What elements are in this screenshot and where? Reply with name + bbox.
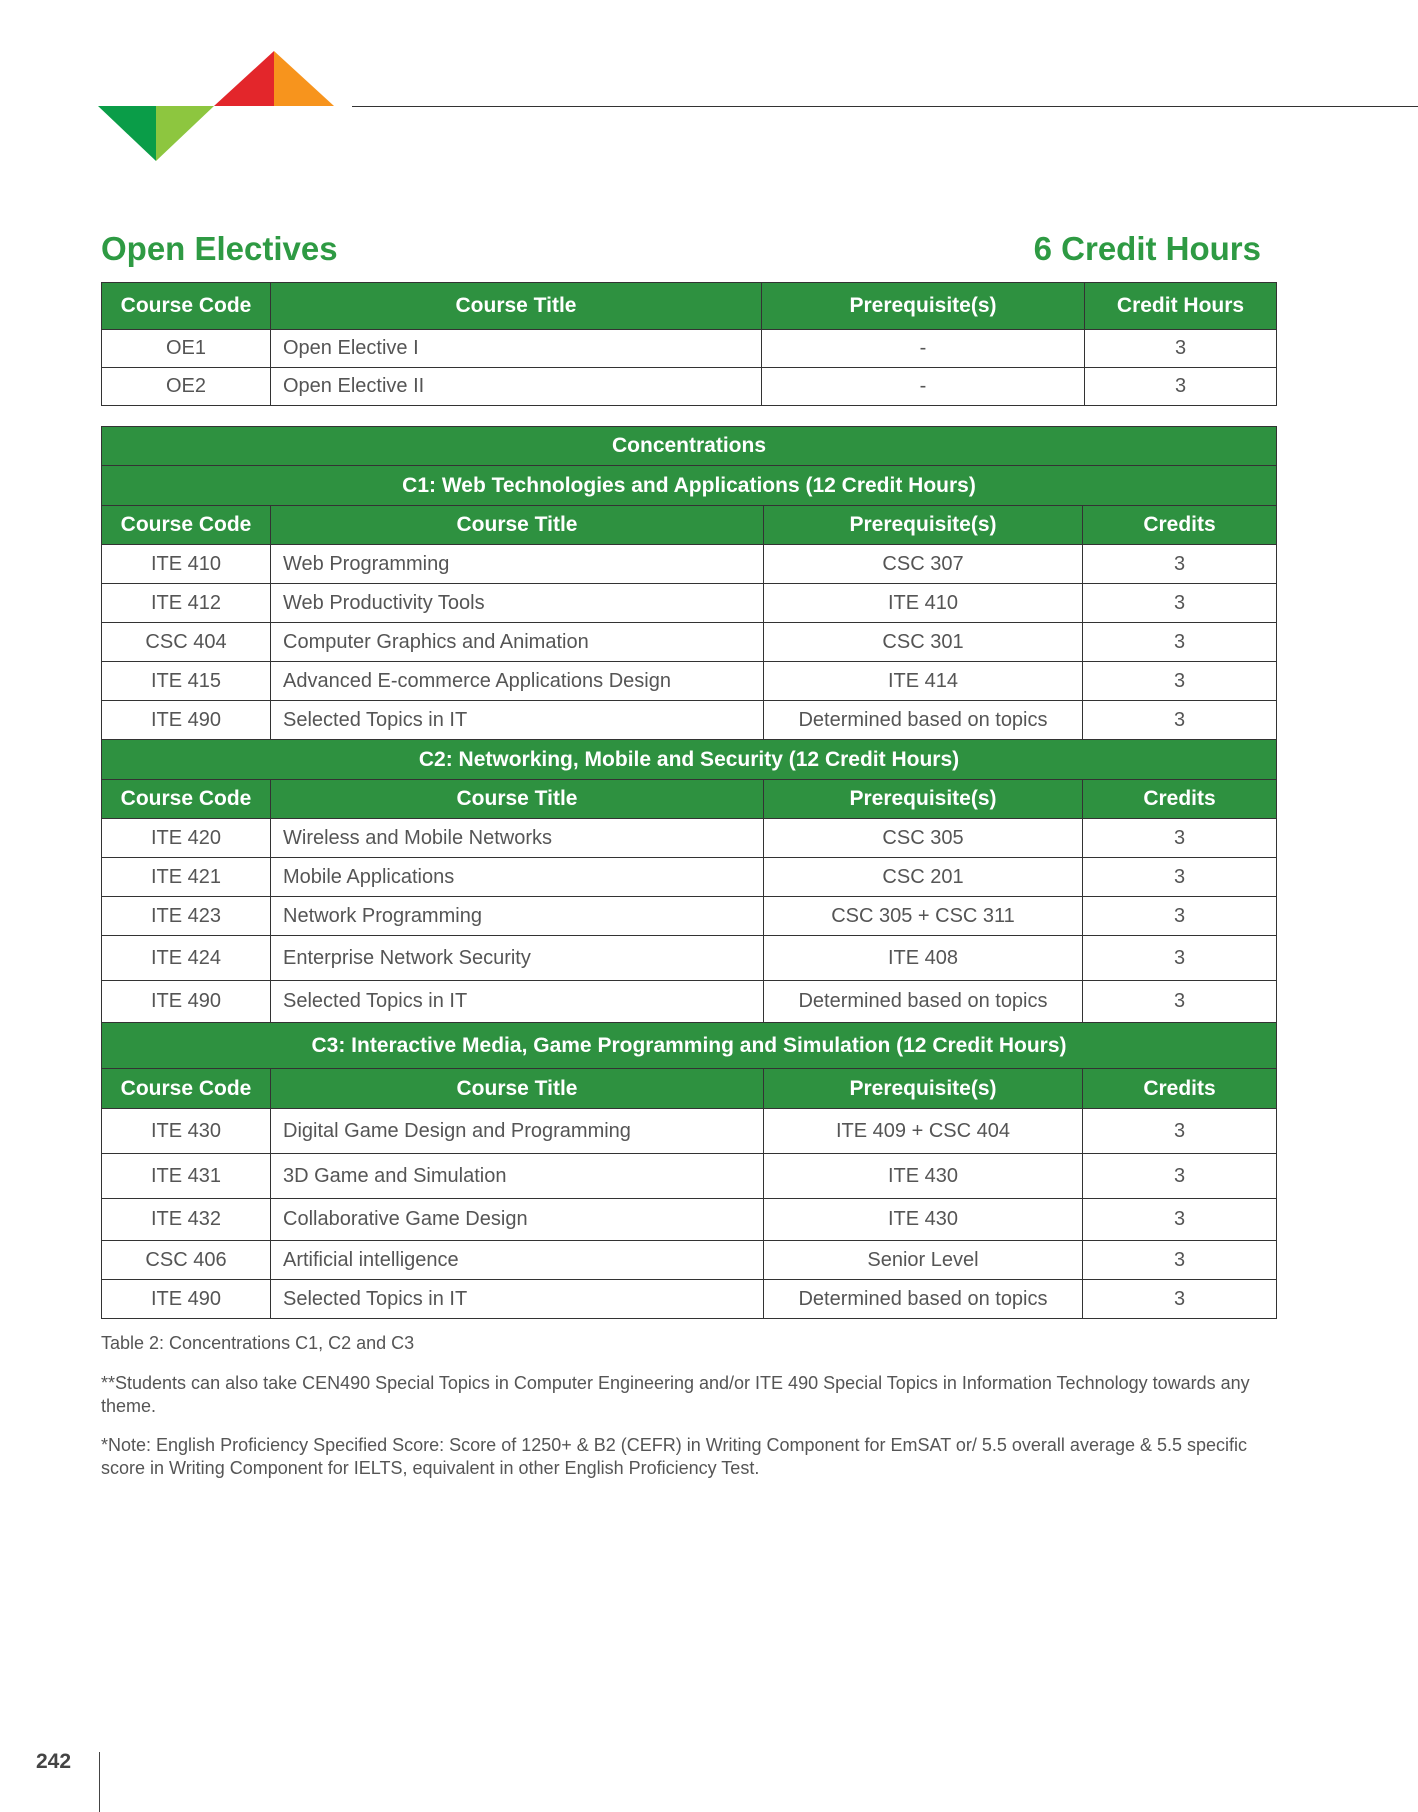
logo-orange-triangle xyxy=(274,51,334,106)
course-code-cell: ITE 421 xyxy=(102,858,271,897)
brand-logo xyxy=(98,50,338,162)
table-row xyxy=(102,330,1277,368)
column-header: Course Code xyxy=(102,283,271,330)
credits-cell: 3 xyxy=(1083,897,1277,936)
column-header: Prerequisite(s) xyxy=(764,506,1083,545)
prerequisite-cell: CSC 305 xyxy=(764,819,1083,858)
course-code-cell: ITE 430 xyxy=(102,1109,271,1154)
prerequisite-cell: CSC 301 xyxy=(764,623,1083,662)
prerequisite-cell: Determined based on topics xyxy=(764,701,1083,740)
course-title-cell: Selected Topics in IT xyxy=(271,1280,764,1319)
course-title-cell: Digital Game Design and Programming xyxy=(271,1109,764,1154)
prerequisite-cell: ITE 410 xyxy=(764,584,1083,623)
credits-cell: 3 xyxy=(1083,1109,1277,1154)
table-row xyxy=(102,936,1277,981)
course-title-cell: Advanced E-commerce Applications Design xyxy=(271,662,764,701)
course-title-cell: 3D Game and Simulation xyxy=(271,1154,764,1199)
prerequisite-cell: ITE 409 + CSC 404 xyxy=(764,1109,1083,1154)
course-code-cell: ITE 410 xyxy=(102,545,271,584)
table-caption: Table 2: Concentrations C1, C2 and C3 xyxy=(101,1333,415,1353)
prerequisite-cell: Determined based on topics xyxy=(764,981,1083,1023)
course-title-cell: Wireless and Mobile Networks xyxy=(271,819,764,858)
course-title-cell: Open Elective I xyxy=(271,330,762,368)
open-electives-header-row xyxy=(102,283,1277,330)
prerequisite-cell: ITE 430 xyxy=(764,1154,1083,1199)
column-header: Credit Hours xyxy=(1085,283,1277,330)
prerequisite-cell: CSC 307 xyxy=(764,545,1083,584)
concentrations-title-row xyxy=(102,427,1277,466)
credits-cell: 3 xyxy=(1083,584,1277,623)
concentration-group-title-row xyxy=(102,1023,1277,1069)
course-code-cell: CSC 404 xyxy=(102,623,271,662)
column-header: Credits xyxy=(1083,780,1277,819)
table-row xyxy=(102,662,1277,701)
concentration-group-title-row xyxy=(102,466,1277,506)
concentration-group-title-row xyxy=(102,740,1277,780)
column-header: Course Code xyxy=(102,1069,271,1109)
credits-cell: 3 xyxy=(1083,1154,1277,1199)
table-row xyxy=(102,1109,1277,1154)
table-row xyxy=(102,701,1277,740)
course-title-cell: Selected Topics in IT xyxy=(271,701,764,740)
note-english-proficiency: *Note: English Proficiency Specified Score: Score of 1250+ & B2 (CEFR) in Writing Component for EmSAT or/ 5.5 overall average & 5.5 specific score in Writing Component for IELTS, equivalent in other English Proficiency Test. xyxy=(101,1435,1248,1478)
column-header: Course Title xyxy=(271,1069,764,1109)
open-electives-heading xyxy=(101,230,1261,268)
table-row xyxy=(102,1199,1277,1241)
prerequisite-cell: Determined based on topics xyxy=(764,1280,1083,1319)
header-rule xyxy=(352,106,1418,107)
course-code-cell: ITE 490 xyxy=(102,1280,271,1319)
prerequisite-cell: Senior Level xyxy=(764,1241,1083,1280)
credits-cell: 3 xyxy=(1083,623,1277,662)
open-electives-table xyxy=(101,282,1277,406)
column-header: Prerequisite(s) xyxy=(764,780,1083,819)
credits-cell: 3 xyxy=(1083,1280,1277,1319)
course-title-cell: Collaborative Game Design xyxy=(271,1199,764,1241)
open-electives-credit-hours: 6 Credit Hours xyxy=(1033,230,1261,267)
concentrations-table xyxy=(101,426,1277,1319)
course-title-cell: Open Elective II xyxy=(271,368,762,406)
note-special-topics: **Students can also take CEN490 Special Topics in Computer Engineering and/or ITE 490 Special Topics in Information Technology towards any theme. xyxy=(101,1373,1250,1416)
course-code-cell: OE1 xyxy=(102,330,271,368)
course-code-cell: ITE 412 xyxy=(102,584,271,623)
column-header: Course Title xyxy=(271,780,764,819)
credits-cell: 3 xyxy=(1083,545,1277,584)
concentration-group-title: C2: Networking, Mobile and Security (12 Credit Hours) xyxy=(102,740,1277,780)
table-row xyxy=(102,1280,1277,1319)
course-code-cell: ITE 424 xyxy=(102,936,271,981)
prerequisite-cell: - xyxy=(762,330,1085,368)
column-header: Course Title xyxy=(271,283,762,330)
prerequisite-cell: ITE 430 xyxy=(764,1199,1083,1241)
open-electives-title: Open Electives xyxy=(101,230,338,267)
credits-cell: 3 xyxy=(1083,981,1277,1023)
course-code-cell: ITE 415 xyxy=(102,662,271,701)
course-code-cell: CSC 406 xyxy=(102,1241,271,1280)
course-code-cell: ITE 420 xyxy=(102,819,271,858)
table-row xyxy=(102,368,1277,406)
course-title-cell: Mobile Applications xyxy=(271,858,764,897)
course-code-cell: ITE 423 xyxy=(102,897,271,936)
concentrations-title: Concentrations xyxy=(102,427,1277,466)
course-title-cell: Selected Topics in IT xyxy=(271,981,764,1023)
course-title-cell: Enterprise Network Security xyxy=(271,936,764,981)
concentration-group-title: C3: Interactive Media, Game Programming and Simulation (12 Credit Hours) xyxy=(102,1023,1277,1069)
table-row xyxy=(102,981,1277,1023)
credits-cell: 3 xyxy=(1083,662,1277,701)
course-code-cell: ITE 490 xyxy=(102,981,271,1023)
prerequisite-cell: - xyxy=(762,368,1085,406)
table-row xyxy=(102,897,1277,936)
open-electives-body xyxy=(102,330,1277,406)
page-number-rule xyxy=(99,1752,100,1812)
logo-dark-green-triangle xyxy=(98,106,156,161)
credits-cell: 3 xyxy=(1083,819,1277,858)
page-number: 242 xyxy=(36,1750,72,1773)
credits-cell: 3 xyxy=(1083,936,1277,981)
column-header: Course Code xyxy=(102,506,271,545)
logo-light-green-triangle xyxy=(156,106,214,161)
credits-cell: 3 xyxy=(1083,1199,1277,1241)
credits-cell: 3 xyxy=(1083,701,1277,740)
concentration-header-row xyxy=(102,1069,1277,1109)
course-title-cell: Network Programming xyxy=(271,897,764,936)
concentration-group-title: C1: Web Technologies and Applications (12 Credit Hours) xyxy=(102,466,1277,506)
credits-cell: 3 xyxy=(1083,1241,1277,1280)
table-row xyxy=(102,545,1277,584)
concentration-header-row xyxy=(102,780,1277,819)
table-row xyxy=(102,819,1277,858)
course-code-cell: OE2 xyxy=(102,368,271,406)
column-header: Credits xyxy=(1083,1069,1277,1109)
course-code-cell: ITE 432 xyxy=(102,1199,271,1241)
logo-red-triangle xyxy=(214,51,274,106)
prerequisite-cell: ITE 414 xyxy=(764,662,1083,701)
credits-cell: 3 xyxy=(1085,368,1277,406)
course-code-cell: ITE 431 xyxy=(102,1154,271,1199)
table-row xyxy=(102,584,1277,623)
prerequisite-cell: CSC 201 xyxy=(764,858,1083,897)
prerequisite-cell: CSC 305 + CSC 311 xyxy=(764,897,1083,936)
column-header: Prerequisite(s) xyxy=(762,283,1085,330)
credits-cell: 3 xyxy=(1083,858,1277,897)
prerequisite-cell: ITE 408 xyxy=(764,936,1083,981)
table-row xyxy=(102,1241,1277,1280)
column-header: Course Code xyxy=(102,780,271,819)
credits-cell: 3 xyxy=(1085,330,1277,368)
course-title-cell: Web Productivity Tools xyxy=(271,584,764,623)
column-header: Credits xyxy=(1083,506,1277,545)
course-title-cell: Artificial intelligence xyxy=(271,1241,764,1280)
course-code-cell: ITE 490 xyxy=(102,701,271,740)
column-header: Course Title xyxy=(271,506,764,545)
concentration-header-row xyxy=(102,506,1277,545)
column-header: Prerequisite(s) xyxy=(764,1069,1083,1109)
course-title-cell: Computer Graphics and Animation xyxy=(271,623,764,662)
table-row xyxy=(102,858,1277,897)
course-title-cell: Web Programming xyxy=(271,545,764,584)
table-row xyxy=(102,623,1277,662)
table-row xyxy=(102,1154,1277,1199)
